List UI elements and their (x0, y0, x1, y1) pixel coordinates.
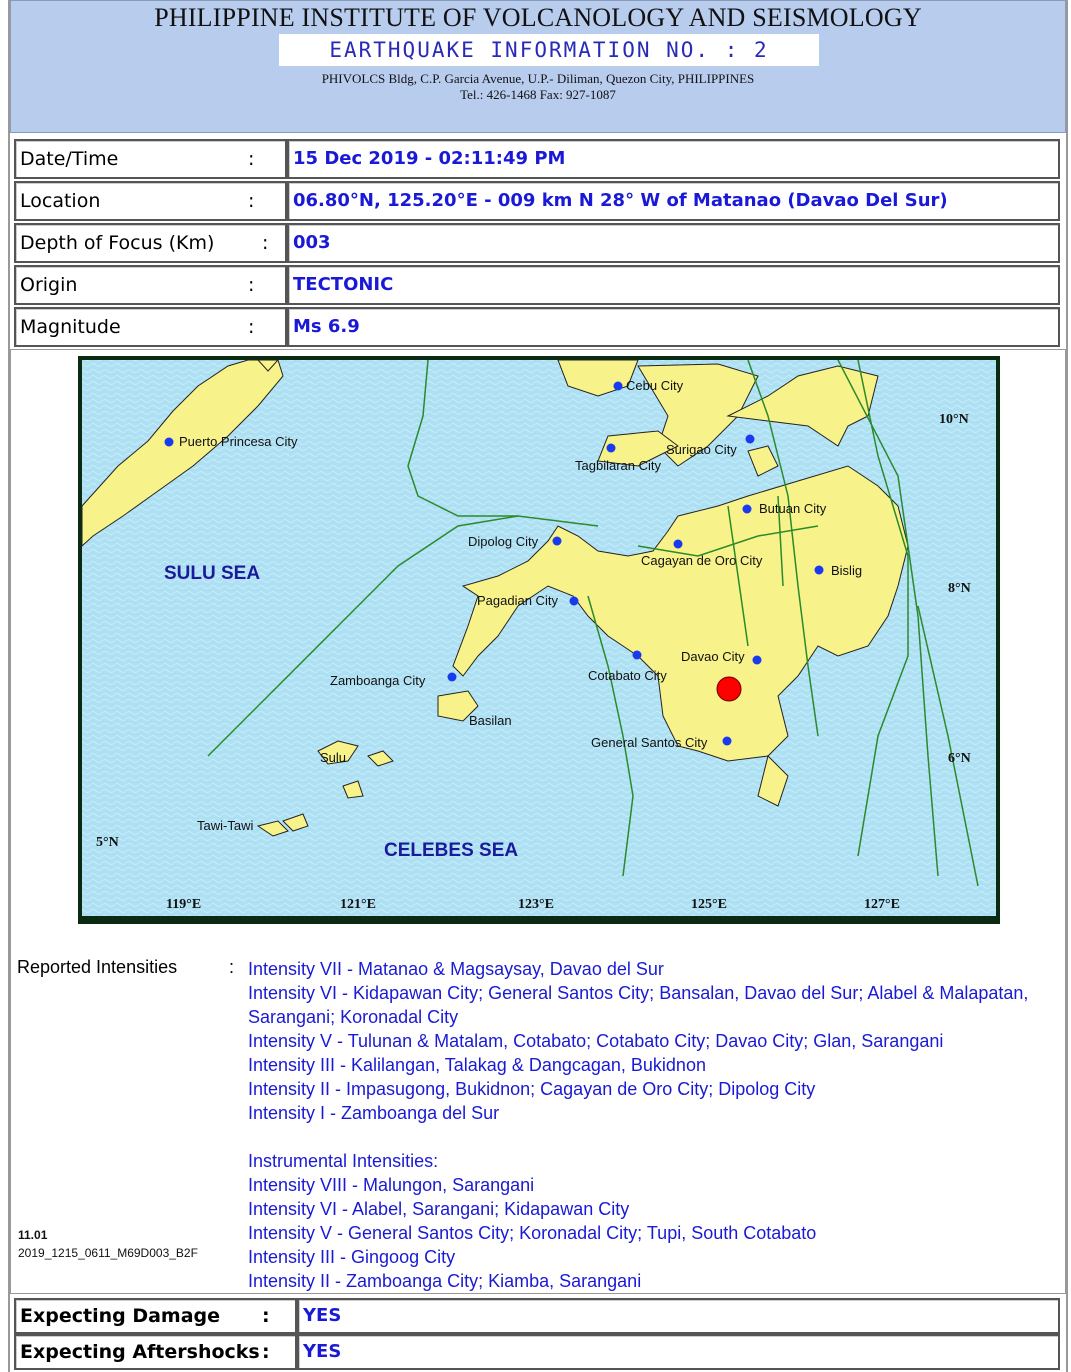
city-dot (614, 382, 623, 391)
table-row (14, 139, 1062, 179)
intensity-line: Intensity V - Tulunan & Matalam, Cotabato; Cotabato City; Davao City; Glan, Sarangani (248, 1031, 944, 1051)
city-label: Butuan City (759, 501, 827, 516)
row-label: Magnitude (20, 316, 121, 338)
row-value: 06.80°N, 125.20°E - 009 km N 28° W of Matanao (Davao Del Sur) (293, 190, 948, 211)
contact-line: Tel.: 426-1468 Fax: 927-1087 (460, 87, 616, 102)
agency-address (11, 71, 1065, 103)
spacer (248, 1125, 1060, 1149)
row-label-cell (14, 223, 287, 263)
epicenter-marker (717, 677, 741, 701)
lon-label: 121°E (340, 897, 376, 912)
address-line: PHIVOLCS Bldg, C.P. Garcia Avenue, U.P.- Diliman, Quezon City, PHILIPPINES (321, 71, 755, 86)
colon: : (262, 232, 269, 254)
row-label-cell (14, 1298, 297, 1334)
table-row (14, 265, 1062, 305)
epicenter-map (78, 356, 1000, 924)
lon-label: 123°E (518, 897, 554, 912)
city-dot (815, 566, 824, 575)
city-label: Basilan (469, 713, 512, 728)
instrumental-line: Intensity V - General Santos City; Koronadal City; Tupi, South Cotabato (248, 1223, 817, 1243)
city-dot (607, 444, 616, 453)
row-value-cell (287, 223, 1060, 263)
row-value-cell (287, 139, 1060, 179)
instrumental-line: Intensity III - Gingoog City (248, 1247, 456, 1267)
lon-label: 127°E (864, 897, 900, 912)
city-dot (570, 597, 579, 606)
city-dot (746, 435, 755, 444)
colon: : (248, 148, 255, 170)
row-label: Location (20, 190, 101, 212)
row-label: Expecting Damage (20, 1305, 221, 1327)
city-label: General Santos City (591, 735, 708, 750)
row-value-cell (287, 307, 1060, 347)
reported-intensities-label: Reported Intensities (17, 957, 178, 977)
row-label: Depth of Focus (Km) (20, 232, 215, 254)
city-dot (753, 656, 762, 665)
city-label: Tagbilaran City (575, 458, 661, 473)
city-label: Dipolog City (468, 534, 539, 549)
row-value: YES (303, 1341, 342, 1362)
colon: : (248, 274, 255, 296)
city-label: Cebu City (626, 378, 684, 393)
city-label: Davao City (681, 649, 745, 664)
city-label: Sulu (320, 750, 347, 765)
city-label: Pagadian City (477, 593, 558, 608)
intensity-line: Intensity VII - Matanao & Magsaysay, Davao del Sur (248, 959, 664, 979)
lat-label: 10°N (939, 412, 969, 427)
colon: : (262, 1341, 270, 1363)
row-label: Date/Time (20, 148, 119, 170)
city-dot (743, 505, 752, 514)
city-dot (723, 737, 732, 746)
instrumental-title: Instrumental Intensities: (248, 1151, 439, 1171)
row-value-cell (297, 1334, 1060, 1370)
file-id: 2019_1215_0611_M69D003_B2F (18, 1246, 198, 1260)
city-label: Cotabato City (588, 668, 667, 683)
row-value: YES (303, 1305, 342, 1326)
city-dot (448, 673, 457, 682)
city-label: Cagayan de Oro City (641, 553, 763, 568)
row-label: Expecting Aftershocks (20, 1341, 260, 1363)
city-label: Puerto Princesa City (179, 434, 298, 449)
colon: : (248, 190, 255, 212)
instrumental-line: Intensity VI - Alabel, Sarangani; Kidapawan City (248, 1199, 630, 1219)
city-dot (674, 540, 683, 549)
city-label: Bislig (831, 563, 863, 578)
lat-label: 8°N (948, 581, 971, 596)
table-row (14, 223, 1062, 263)
colon: : (229, 957, 235, 977)
table-row (14, 1298, 1062, 1334)
table-row (14, 181, 1062, 221)
row-label-cell (14, 139, 287, 179)
sea-label: CELEBES SEA (384, 840, 519, 861)
row-label-cell (14, 307, 287, 347)
agency-title: PHILIPPINE INSTITUTE OF VOLCANOLOGY AND SEISMOLOGY (154, 3, 922, 32)
intensity-line: Intensity I - Zamboanga del Sur (248, 1103, 500, 1123)
city-label: Tawi-Tawi (197, 818, 254, 833)
row-label: Origin (20, 274, 78, 296)
row-label-cell (14, 181, 287, 221)
city-label: Zamboanga City (330, 673, 426, 688)
intensities-list (248, 957, 1060, 1293)
version-code: 11.01 (18, 1228, 48, 1242)
intensity-line: Intensity VI - Kidapawan City; General Santos City; Bansalan, Davao del Sur; Alabel & Malapatan, (248, 983, 1029, 1003)
city-label: Surigao City (666, 442, 737, 457)
lat-label: 6°N (948, 751, 971, 766)
row-value: 003 (293, 232, 331, 253)
colon: : (248, 316, 255, 338)
table-row (14, 307, 1062, 347)
intensity-line: Sarangani; Koronadal City (248, 1007, 459, 1027)
header-banner (10, 0, 1066, 133)
sea-label: SULU SEA (164, 563, 261, 584)
row-value-cell (287, 265, 1060, 305)
instrumental-line: Intensity VIII - Malungon, Sarangani (248, 1175, 535, 1195)
instrumental-line: Intensity II - Zamboanga City; Kiamba, Sarangani (248, 1271, 642, 1291)
lat-label: 5°N (96, 835, 119, 850)
city-dot (553, 537, 562, 546)
row-value-cell (287, 181, 1060, 221)
row-value-cell (297, 1298, 1060, 1334)
city-dot (633, 651, 642, 660)
colon: : (262, 1305, 270, 1327)
table-row (14, 1334, 1062, 1370)
row-label-cell (14, 265, 287, 305)
lon-label: 119°E (166, 897, 202, 912)
bulletin-number: EARTHQUAKE INFORMATION NO. : 2 (279, 34, 819, 66)
row-label-cell (14, 1334, 297, 1370)
lon-label: 125°E (691, 897, 727, 912)
city-dot (165, 438, 174, 447)
intensity-line: Intensity II - Impasugong, Bukidnon; Cagayan de Oro City; Dipolog City (248, 1079, 816, 1099)
row-value: 15 Dec 2019 - 02:11:49 PM (293, 148, 566, 169)
row-value: Ms 6.9 (293, 316, 360, 337)
intensity-line: Intensity III - Kalilangan, Talakag & Dangcagan, Bukidnon (248, 1055, 706, 1075)
row-value: TECTONIC (293, 274, 394, 295)
